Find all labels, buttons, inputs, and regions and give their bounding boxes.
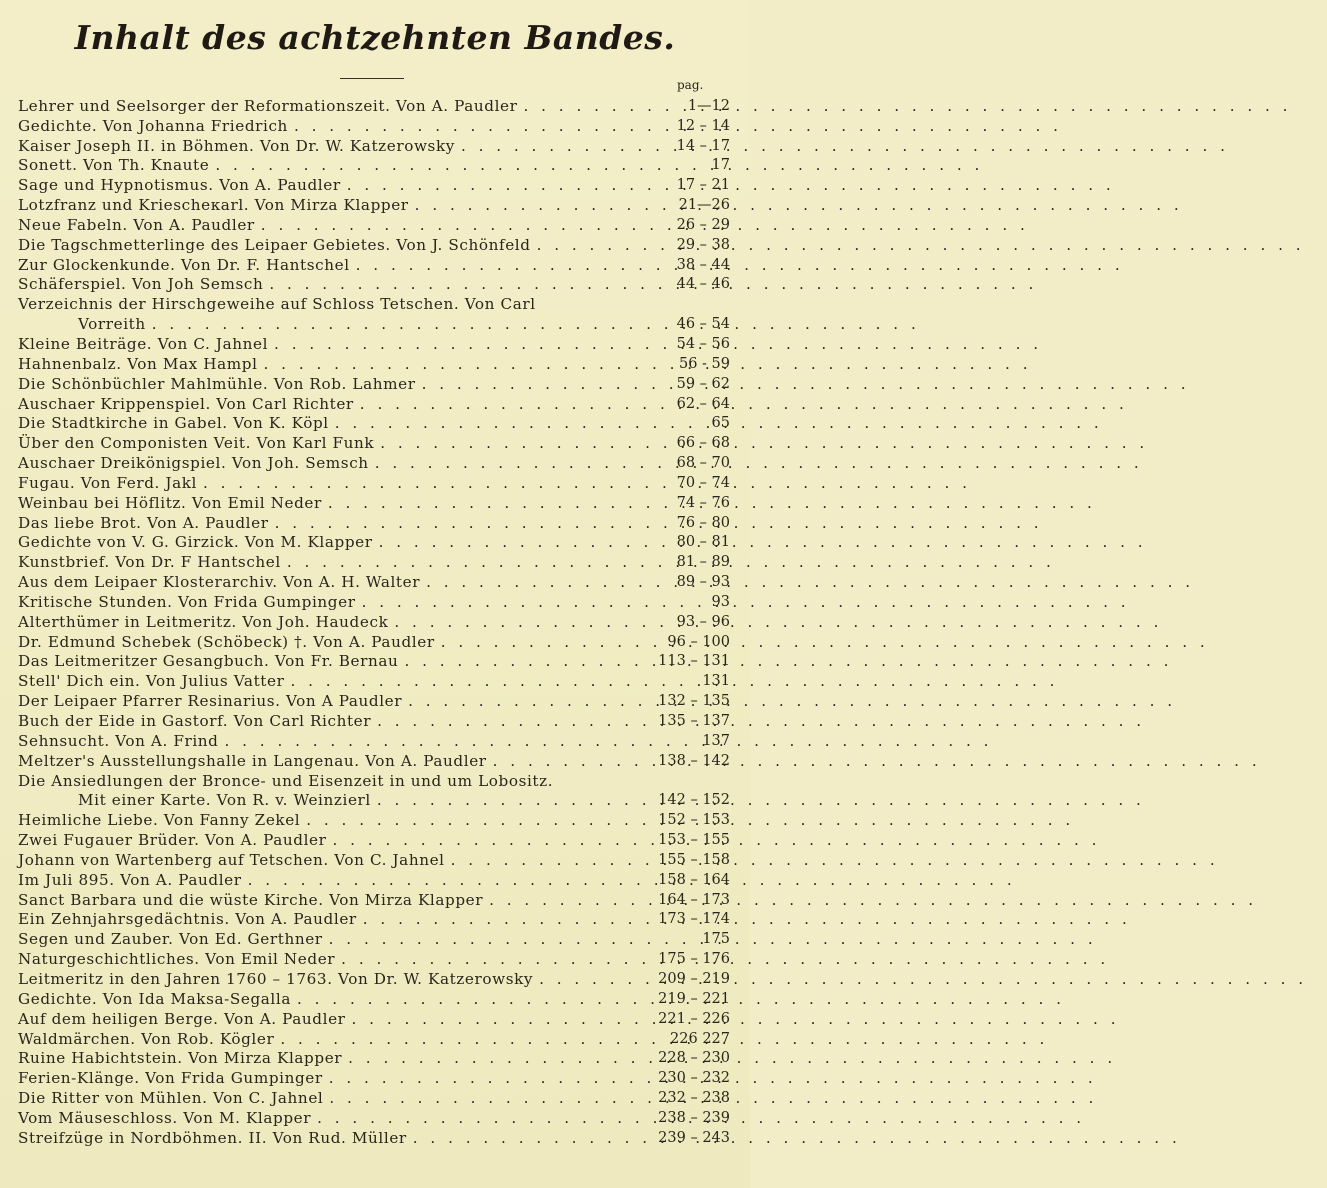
- dot-leader: [415, 196, 636, 215]
- toc-entry-pages: 66 – 68: [676, 435, 730, 452]
- toc-entry-title: Auschaer Dreikönigspiel. Von Joh. Semsch: [18, 454, 369, 473]
- dot-leader: [375, 454, 636, 473]
- toc-entry-pages: 131: [702, 673, 730, 690]
- toc-entry-pages: 76 – 80: [676, 514, 730, 531]
- table-of-contents: [18, 96, 730, 1148]
- toc-entry-title: Alterthümer in Leitmeritz. Von Joh. Haudeck: [18, 612, 389, 631]
- dot-leader: [328, 494, 636, 513]
- toc-entry-title: Im Juli 895. Von A. Paudler: [18, 870, 242, 889]
- toc-entry-pages: 230 – 232: [658, 1070, 730, 1087]
- toc-entry: [18, 632, 730, 652]
- dot-leader: [275, 514, 636, 533]
- dot-leader: [215, 156, 636, 175]
- toc-entry-title: Streifzüge in Nordböhmen. II. Von Rud. Müller: [18, 1128, 407, 1147]
- toc-entry-title: Sonett. Von Th. Knaute: [18, 156, 210, 175]
- toc-entry: [18, 533, 730, 553]
- toc-entry-title: Buch der Eide in Gastorf. Von Carl Richter: [18, 712, 372, 730]
- toc-entry: [18, 612, 730, 632]
- toc-entry-title: Kunstbrief. Von Dr. F Hantschel: [18, 553, 281, 572]
- dot-leader: [394, 613, 636, 632]
- toc-entry-title: Kaiser Joseph II. in Böhmen. Von Dr. W. Katzerowsky: [18, 136, 455, 155]
- toc-entry-title: Waldmärchen. Von Rob. Kögler: [18, 1029, 275, 1048]
- toc-entry: [18, 513, 730, 533]
- toc-entry-title: Sage und Hypnotismus. Von A. Paudler: [18, 176, 341, 195]
- toc-entry-title: Vom Mäuseschloss. Von M. Klapper: [18, 1108, 312, 1127]
- page-title: Inhalt des achtzehnten Bandes.: [74, 18, 676, 57]
- toc-entry: [18, 949, 730, 969]
- toc-entry-pages: 59 – 62: [676, 375, 730, 392]
- toc-entry-pages: 38 – 44: [676, 256, 730, 273]
- toc-entry-title: Ruine Habichtstein. Von Mirza Klapper: [18, 1049, 343, 1068]
- dot-leader: [404, 652, 636, 671]
- toc-entry-title: Lotzfranz und Kriescheкarl. Von Mirza Klapper: [18, 196, 409, 215]
- dot-leader: [329, 930, 636, 949]
- toc-entry-pages: 80 – 81: [676, 534, 730, 551]
- toc-entry: [18, 691, 730, 711]
- dot-leader: [377, 791, 636, 810]
- toc-entry-pages: 173 – 174: [658, 911, 730, 928]
- toc-entry-title: Leitmeritz in den Jahren 1760 – 1763. Von Dr. W. Katzerowsky: [18, 969, 534, 988]
- toc-entry: [18, 235, 730, 255]
- toc-entry-title: Stell' Dich ein. Von Julius Vatter: [18, 672, 285, 691]
- toc-entry-pages: 1—12: [687, 97, 730, 114]
- toc-entry: [18, 156, 730, 176]
- toc-entry-pages: 44 – 46: [676, 276, 730, 293]
- dot-leader: [360, 395, 636, 414]
- dot-leader: [269, 275, 636, 294]
- dot-leader: [451, 851, 636, 870]
- toc-entry-title: Heimliche Liebe. Von Fanny Zekel: [18, 811, 301, 830]
- toc-entry-title: Neue Fabeln. Von A. Paudler: [18, 215, 255, 234]
- dot-leader: [352, 1010, 636, 1029]
- toc-entry-title: Johann von Wartenberg auf Tetschen. Von C. Jahnel: [18, 850, 445, 869]
- toc-entry: [18, 354, 730, 374]
- toc-entry: [18, 1068, 730, 1088]
- dot-leader: [329, 1089, 636, 1108]
- toc-entry-title: Die Ansiedlungen der Bronce- und Eisenzeit in und um Lobositz.: [18, 771, 554, 790]
- toc-entry-pages: 142 – 152: [658, 792, 730, 809]
- toc-entry-pages: 219 – 221: [658, 990, 730, 1007]
- dot-leader: [348, 1049, 636, 1068]
- toc-entry-pages: 164 – 173: [658, 891, 730, 908]
- pag-label: pag.: [677, 78, 704, 92]
- toc-entry-title: Gedichte von V. G. Girzick. Von M. Klapper: [18, 533, 373, 552]
- toc-entry-pages: 89 – 93: [676, 574, 730, 591]
- toc-entry: [18, 592, 730, 612]
- toc-entry: [18, 493, 730, 513]
- toc-entry: [18, 96, 730, 116]
- toc-entry: [18, 1108, 730, 1128]
- dot-leader: [306, 811, 636, 830]
- toc-entry-pages: 239 – 243: [658, 1129, 730, 1146]
- toc-entry-title: Mit einer Karte. Von R. v. Weinzierl: [78, 791, 371, 810]
- toc-entry-pages: 226 227: [670, 1030, 730, 1047]
- toc-entry-title: Sanct Barbara und die wüste Kirche. Von Mirza Klapper: [18, 890, 484, 909]
- toc-entry-pages: 93: [711, 593, 730, 610]
- dot-leader: [461, 137, 636, 156]
- toc-entry-title: Meltzer's Ausstellungshalle in Langenau. Von A. Paudler: [18, 751, 487, 770]
- dot-leader: [329, 1069, 636, 1088]
- toc-entry: [18, 810, 730, 830]
- toc-entry: [18, 1088, 730, 1108]
- toc-entry: [18, 572, 730, 592]
- toc-entry-title: Kleine Beiträge. Von C. Jahnel: [18, 334, 269, 353]
- toc-entry: [18, 334, 730, 354]
- dot-leader: [264, 355, 636, 374]
- toc-entry: [18, 830, 730, 850]
- dot-leader: [287, 553, 636, 572]
- dot-leader: [379, 533, 636, 552]
- toc-entry-title: Auschaer Krippenspiel. Von Carl Richter: [18, 394, 354, 413]
- toc-entry: [18, 910, 730, 930]
- dot-leader: [362, 593, 636, 612]
- toc-entry: [18, 1009, 730, 1029]
- toc-entry-pages: 209 – 219: [658, 970, 730, 987]
- toc-entry-title: Die Stadtkirche in Gabel. Von K. Köpl: [18, 414, 329, 433]
- toc-entry-pages: 232 – 238: [658, 1090, 730, 1107]
- toc-entry: [18, 870, 730, 890]
- toc-entry: [18, 731, 730, 751]
- toc-entry: [18, 314, 730, 334]
- toc-entry-pages: 155 – 158: [658, 851, 730, 868]
- dot-leader: [248, 871, 636, 890]
- dot-leader: [203, 474, 636, 493]
- toc-entry-title: Sehnsucht. Von A. Frind: [18, 731, 219, 750]
- toc-entry-pages: 68 – 70: [676, 455, 730, 472]
- dot-leader: [274, 335, 636, 354]
- toc-entry: [18, 671, 730, 691]
- toc-entry-pages: 175 – 176: [658, 951, 730, 968]
- toc-entry-title: Gedichte. Von Ida Maksa-Segalla: [18, 989, 291, 1008]
- toc-entry-title: Die Schönbüchler Mahlmühle. Von Rob. Lahmer: [18, 374, 416, 393]
- toc-entry: [18, 136, 730, 156]
- toc-entry: [18, 116, 730, 136]
- dot-leader: [426, 573, 636, 592]
- toc-entry-title: Vorreith: [78, 315, 146, 334]
- toc-entry: [18, 414, 730, 434]
- toc-entry-pages: 26 – 29: [676, 216, 730, 233]
- toc-entry-title: Fugau. Von Ferd. Jakl: [18, 473, 197, 492]
- dot-leader: [290, 672, 636, 691]
- toc-entry-pages: 54 – 56: [676, 335, 730, 352]
- toc-entry-title: Segen und Zauber. Von Ed. Gerthner: [18, 930, 323, 949]
- toc-entry: [18, 195, 730, 215]
- toc-entry-title: Der Leipaer Pfarrer Resinarius. Von A Paudler: [18, 692, 403, 711]
- toc-entry-pages: 29 – 38: [676, 236, 730, 253]
- toc-entry-pages: 175: [702, 931, 730, 948]
- dot-leader: [413, 1129, 636, 1148]
- toc-entry: [18, 929, 730, 949]
- toc-entry-title: Lehrer und Seelsorger der Reformationszeit. Von A. Paudler: [18, 96, 518, 115]
- dot-leader: [523, 97, 636, 116]
- toc-entry-pages: 113 – 131: [658, 653, 730, 670]
- toc-entry-pages: 46 – 54: [676, 316, 730, 333]
- toc-entry: [18, 453, 730, 473]
- toc-entry-title: Die Ritter von Mühlen. Von C. Jahnel: [18, 1089, 324, 1108]
- dot-leader: [539, 970, 636, 989]
- dot-leader: [297, 990, 636, 1009]
- toc-entry: [18, 751, 730, 771]
- toc-entry-pages: 65: [711, 415, 730, 432]
- toc-entry: [18, 255, 730, 275]
- toc-entry: [18, 275, 730, 295]
- title-divider: [340, 78, 404, 79]
- dot-leader: [422, 375, 636, 394]
- toc-entry: [18, 989, 730, 1009]
- toc-entry: [18, 175, 730, 195]
- toc-entry-pages: 17 – 21: [676, 177, 730, 194]
- dot-leader: [380, 434, 636, 453]
- toc-entry-pages: 238 – 239: [658, 1109, 730, 1126]
- dot-leader: [224, 732, 636, 751]
- toc-entry-title: Weinbau bei Höflitz. Von Emil Neder: [18, 493, 322, 512]
- dot-leader: [347, 176, 636, 195]
- toc-entry-pages: 228 – 230: [658, 1050, 730, 1067]
- toc-entry-pages: 81 – 89: [676, 554, 730, 571]
- toc-entry: [18, 374, 730, 394]
- toc-entry-pages: 74 – 76: [676, 494, 730, 511]
- toc-entry-pages: 56 - 59: [678, 355, 730, 372]
- dot-leader: [280, 1030, 636, 1049]
- toc-entry: [18, 1128, 730, 1148]
- toc-entry: [18, 890, 730, 910]
- toc-entry-title: Naturgeschichtliches. Von Emil Neder: [18, 950, 336, 969]
- toc-entry: [18, 1049, 730, 1069]
- toc-entry-pages: 152 – 153: [658, 812, 730, 829]
- dot-leader: [341, 950, 636, 969]
- toc-entry-title: Auf dem heiligen Berge. Von A. Paudler: [18, 1009, 346, 1028]
- toc-entry-title: Aus dem Leipaer Klosterarchiv. Von A. H. Walter: [18, 573, 421, 592]
- toc-entry: [18, 652, 730, 672]
- toc-entry-pages: 153 – 155: [658, 832, 730, 849]
- dot-leader: [363, 910, 636, 929]
- toc-entry-title: Zwei Fugauer Brüder. Von A. Paudler: [18, 831, 327, 850]
- toc-entry-title: Die Tagschmetterlinge des Leipaer Gebietes. Von J. Schönfeld: [18, 235, 531, 254]
- dot-leader: [377, 712, 636, 731]
- toc-entry-pages: 158 – 164: [658, 871, 730, 888]
- toc-entry: [18, 850, 730, 870]
- toc-entry-pages: 138 – 142: [658, 752, 730, 769]
- toc-entry-title: Das Leitmeritzer Gesangbuch. Von Fr. Bernau: [18, 652, 399, 671]
- dot-leader: [408, 692, 636, 711]
- toc-entry-title: Verzeichnis der Hirschgeweihe auf Schloss Tetschen. Von Carl: [18, 295, 536, 314]
- dot-leader: [332, 831, 636, 850]
- dot-leader: [317, 1109, 636, 1128]
- toc-entry-title: Zur Glockenkunde. Von Dr. F. Hantschel: [18, 255, 350, 274]
- dot-leader: [152, 315, 636, 334]
- toc-entry-title: Ferien-Klänge. Von Frida Gumpinger: [18, 1069, 323, 1088]
- toc-entry: [18, 433, 730, 453]
- toc-entry-pages: 14 – 17: [676, 137, 730, 154]
- toc-entry-pages: 96 – 100: [667, 633, 730, 650]
- toc-entry-title: Dr. Edmund Schebek (Schöbeck) †. Von A. Paudler: [18, 632, 435, 651]
- toc-entry-title: Gedichte. Von Johanna Friedrich: [18, 116, 288, 135]
- toc-entry-title: Über den Componisten Veit. Von Karl Funk: [18, 434, 375, 453]
- toc-entry-title: Hahnenbalz. Von Max Hampl: [18, 354, 258, 373]
- toc-entry-pages: 221 – 226: [658, 1010, 730, 1027]
- toc-entry-title: Schäferspiel. Von Joh Semsch: [18, 275, 264, 294]
- toc-entry-pages: 12 – 14: [676, 117, 730, 134]
- toc-entry: [18, 1029, 730, 1049]
- toc-entry-pages: 21—26: [678, 197, 730, 214]
- toc-entry: [18, 711, 730, 731]
- toc-entry: [18, 791, 730, 811]
- toc-entry: [18, 473, 730, 493]
- toc-entry-title: Das liebe Brot. Von A. Paudler: [18, 513, 269, 532]
- dot-leader: [493, 752, 636, 771]
- toc-entry: [18, 771, 730, 791]
- toc-entry-pages: 70 – 74: [676, 474, 730, 491]
- toc-entry-pages: 17: [711, 157, 730, 174]
- toc-entry-pages: 135 – 137: [658, 713, 730, 729]
- dot-leader: [294, 117, 636, 136]
- toc-entry: [18, 294, 730, 314]
- dot-leader: [261, 216, 636, 235]
- toc-entry: [18, 394, 730, 414]
- toc-entry-pages: 137: [702, 732, 730, 749]
- toc-entry: [18, 215, 730, 235]
- toc-entry: [18, 969, 730, 989]
- toc-entry-pages: 132 – 135: [658, 693, 730, 710]
- toc-entry-title: Ein Zehnjahrsgedächtnis. Von A. Paudler: [18, 910, 357, 929]
- toc-entry-pages: 62 – 64: [676, 395, 730, 412]
- dot-leader: [441, 633, 636, 652]
- dot-leader: [356, 256, 636, 275]
- dot-leader: [335, 414, 636, 433]
- dot-leader: [537, 236, 636, 255]
- toc-entry: [18, 552, 730, 572]
- dot-leader: [489, 891, 636, 910]
- toc-entry-title: Kritische Stunden. Von Frida Gumpinger: [18, 592, 356, 611]
- toc-entry-pages: 93 – 96: [676, 613, 730, 630]
